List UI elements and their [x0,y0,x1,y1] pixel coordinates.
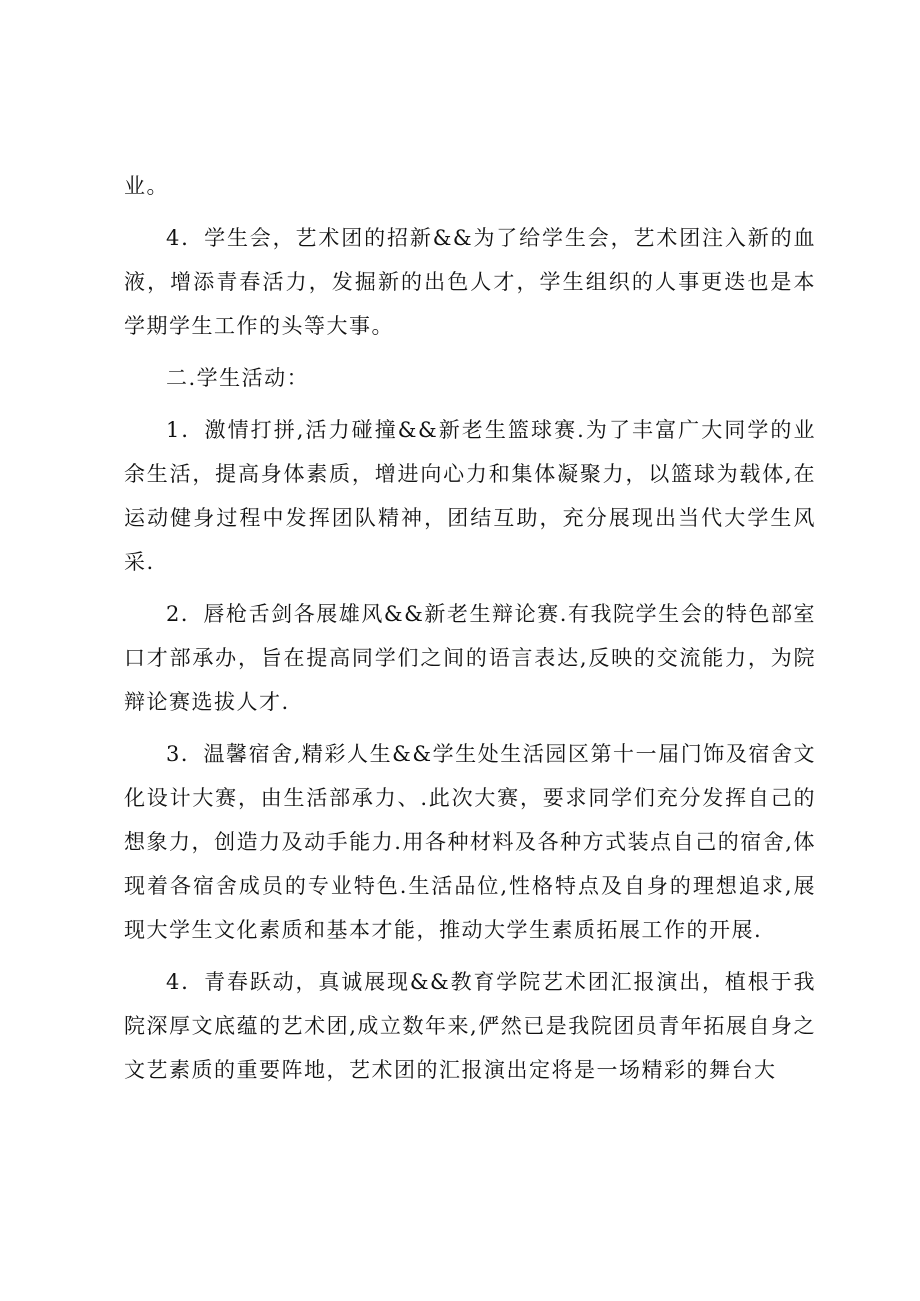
document-body [124,164,816,1100]
section-heading-student-activities: 二.学生活动： [166,366,310,390]
paragraph-dormitory: 3．温馨宿舍,精彩人生&&学生处生活园区第十一届门饰及宿舍文化设计大赛，由生活部承力、.此次大赛，要求同学们充分发挥自己的想象力，创造力及动手能力.用各种材料及各种方式装点自己的宿舍,体现着各宿舍成员的专业特色.生活品位,性格特点及自身的理想追求,展现大学生文化素质和基本才能，推动大学生素质拓展工作的开展. [124,742,816,942]
paragraph-basketball: 1．激情打拼,活力碰撞&&新老生篮球赛.为了丰富广大同学的业余生活，提高身体素质，增进向心力和集体凝聚力，以篮球为载体,在运动健身过程中发挥团队精神，团结互助，充分展现出当代大学生风采. [124,418,816,574]
paragraph-continuation: 业。 [124,174,169,198]
paragraph-debate: 2．唇枪舌剑各展雄风&&新老生辩论赛.有我院学生会的特色部室口才部承办，旨在提高同学们之间的语言表达,反映的交流能力，为院辩论赛选拔人才. [124,602,816,714]
paragraph-recruitment: 4．学生会，艺术团的招新&&为了给学生会，艺术团注入新的血液，增添青春活力，发掘新的出色人才，学生组织的人事更迭也是本学期学生工作的头等大事。 [124,226,816,338]
paragraph-art-troupe: 4．青春跃动，真诚展现&&教育学院艺术团汇报演出，植根于我院深厚文底蕴的艺术团,成立数年来,俨然已是我院团员青年拓展自身之文艺素质的重要阵地，艺术团的汇报演出定将是一场精彩的舞台大 [124,970,816,1082]
